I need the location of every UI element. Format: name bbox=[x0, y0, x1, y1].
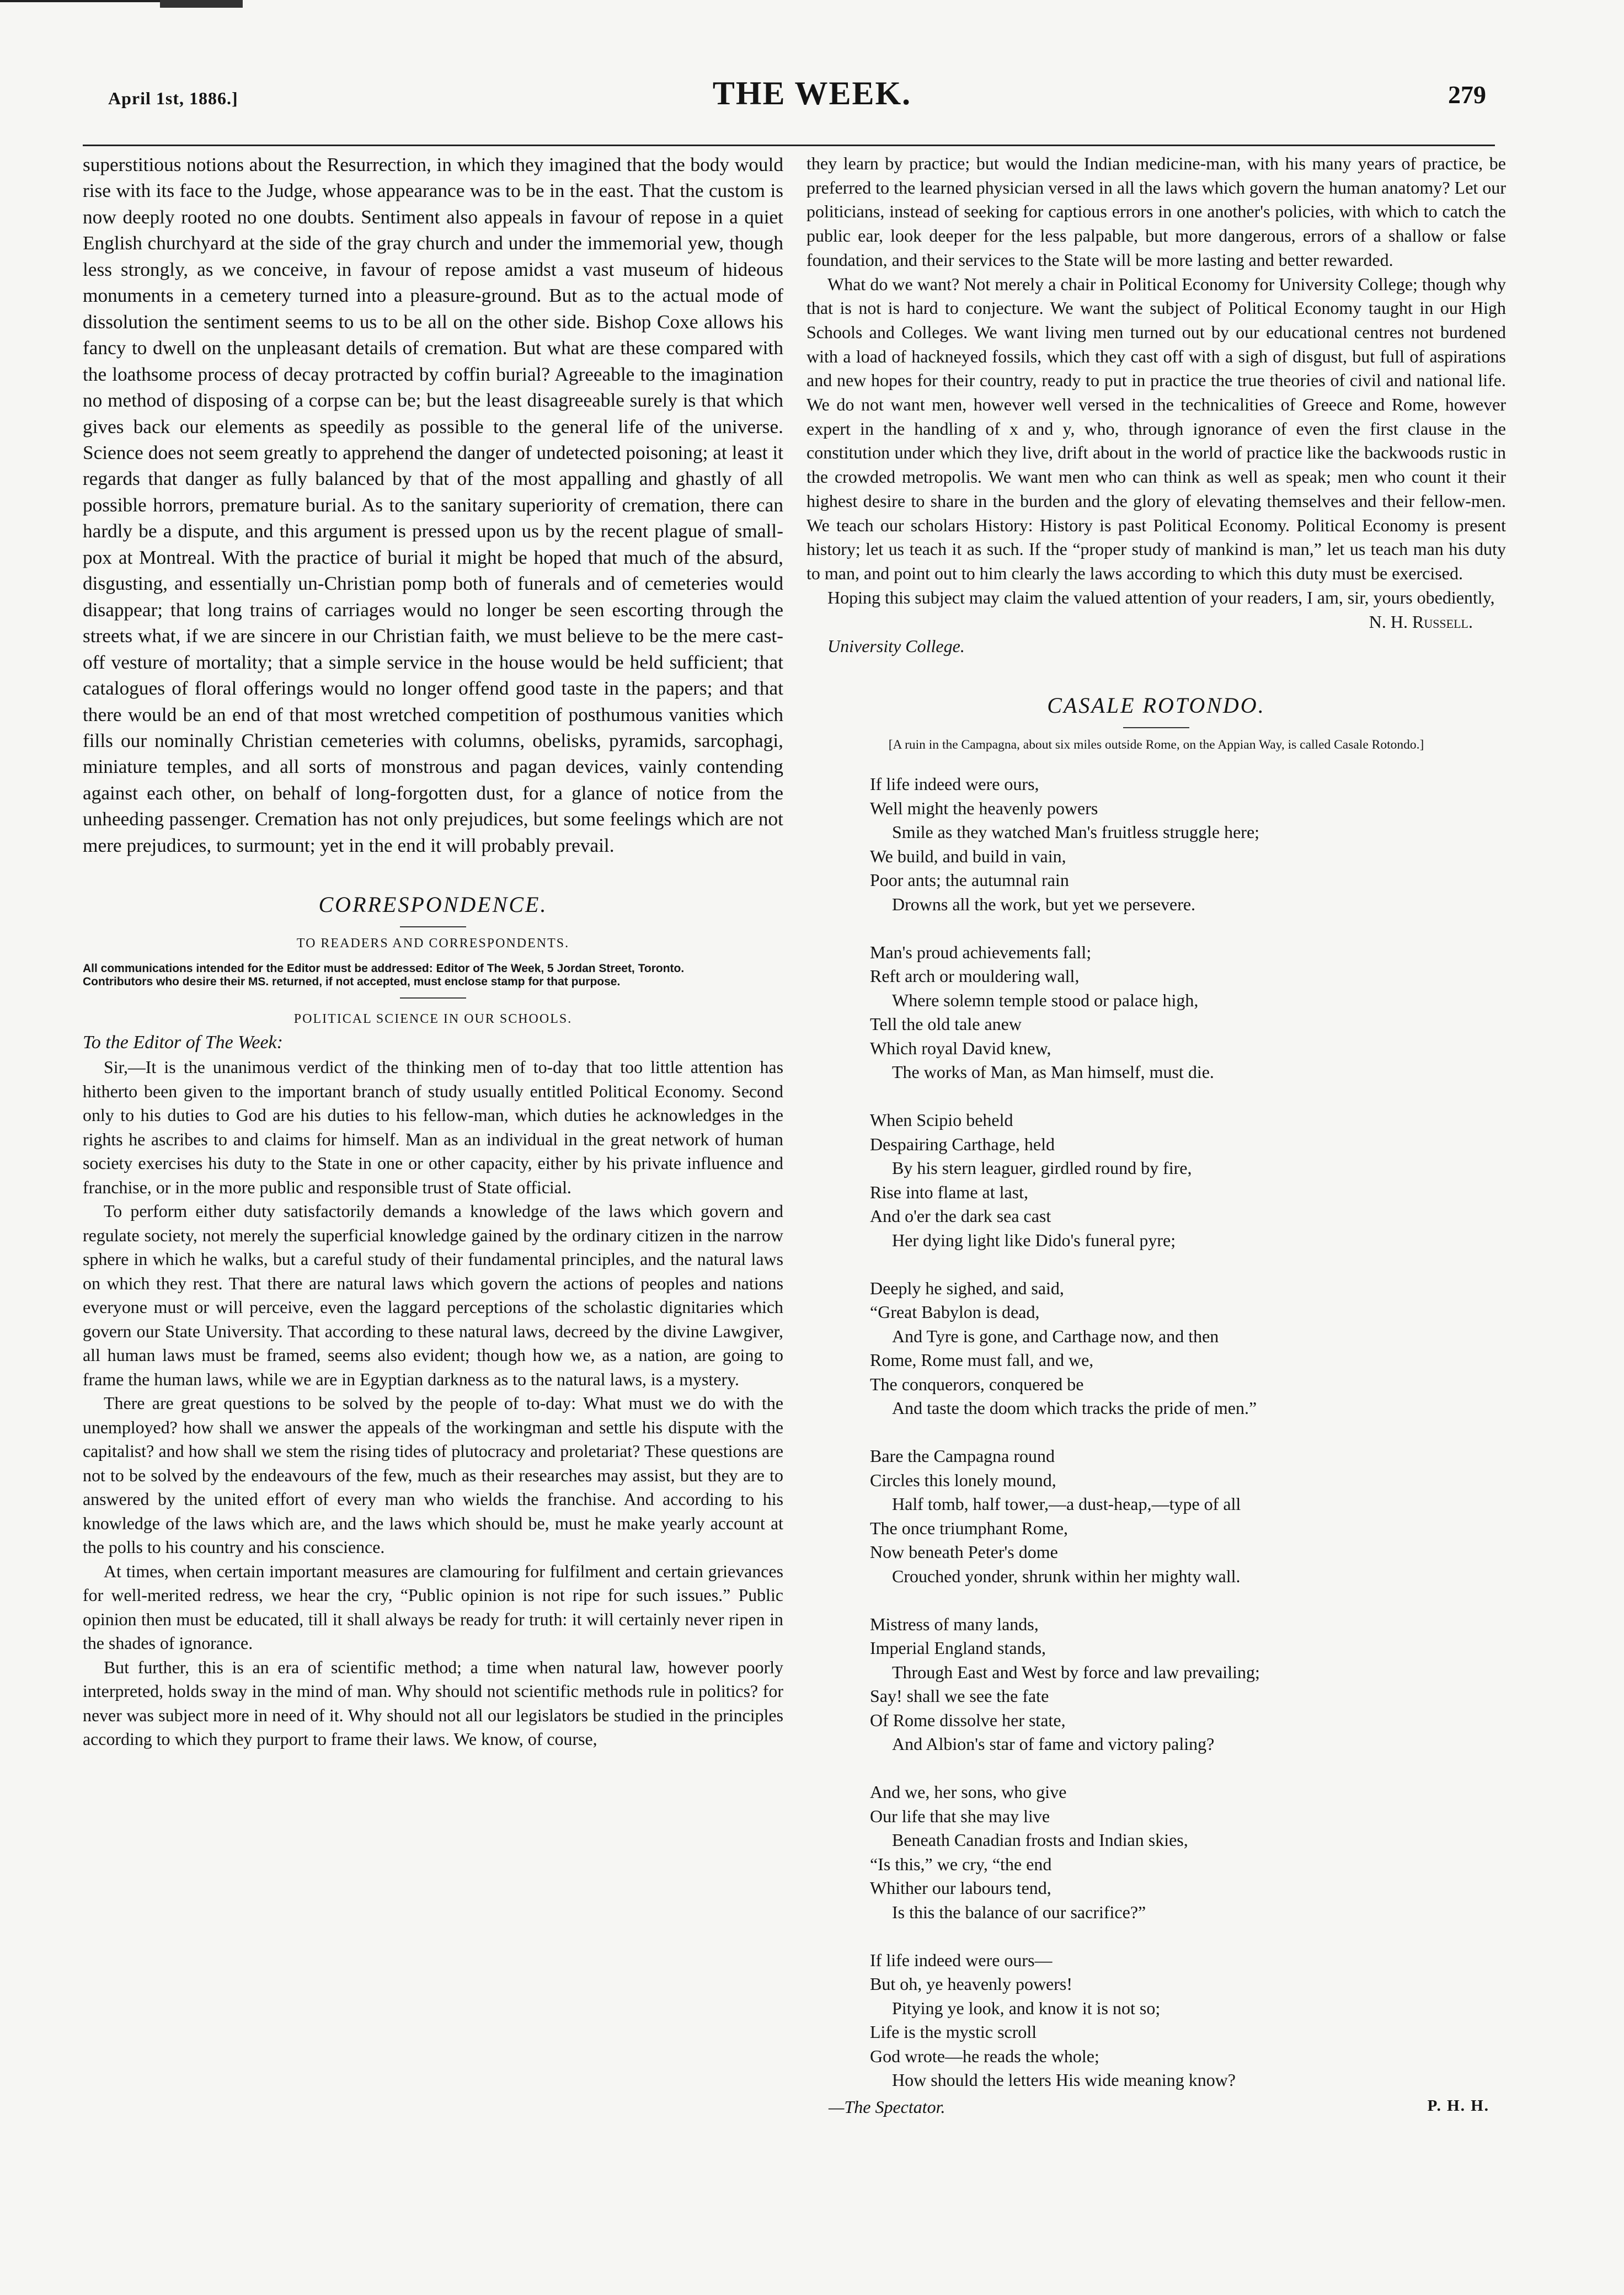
letter-paragraph: they learn by practice; but would the Indian medicine-man, with his many years of practice, be preferred to the learned physician versed in all the laws which govern the human anatomy? Let our politicians, instead of seeking for captious errors in one another's policies, with which to catch the public ear, look deeper for the less palpable, but more dangerous, errors of a shallow or false foundation, and their services to the State will be more lasting and better rewarded. bbox=[806, 153, 1506, 270]
correspondence-subheading: TO READERS AND CORRESPONDENTS. bbox=[296, 936, 570, 951]
poem-line: God wrote—he reads the whole; bbox=[870, 2046, 1099, 2066]
letter-paragraph: At times, when certain important measures are clamouring for fulfilment and certain grievances for well-merited redress, we hear the cry, “Public opinion is not ripe for such issues.” Public opinion then must be educated, till it shall always be ready for truth: it will certainly never ripen in the shades of ignorance. bbox=[83, 1561, 783, 1653]
poem-line: The once triumphant Rome, bbox=[870, 1518, 1069, 1538]
poem-line: Say! shall we see the fate bbox=[870, 1686, 1049, 1706]
poem-credits bbox=[806, 2097, 1506, 2117]
poem-stanza bbox=[870, 941, 1506, 1085]
right-column bbox=[806, 152, 1506, 2117]
contributor-notice: Contributors who desire their MS. returned, if not accepted, must enclose stamp for that purpose. bbox=[83, 975, 621, 989]
scan-edge-mark bbox=[160, 0, 243, 8]
signature-line bbox=[806, 610, 1506, 634]
poem-line: Rome, Rome must fall, and we, bbox=[870, 1350, 1094, 1370]
poem-stanza bbox=[870, 1108, 1506, 1252]
poem-body bbox=[806, 772, 1506, 2093]
poem-line: Her dying light like Dido's funeral pyre; bbox=[892, 1230, 1176, 1250]
letter-affiliation: University College. bbox=[827, 636, 965, 657]
poem-line: And Albion's star of fame and victory paling? bbox=[892, 1734, 1215, 1754]
poem-source: —The Spectator. bbox=[829, 2096, 945, 2117]
poem-line: Which royal David knew, bbox=[870, 1038, 1051, 1058]
poem-line: Beneath Canadian frosts and Indian skies, bbox=[892, 1830, 1188, 1850]
poem-line: Now beneath Peter's dome bbox=[870, 1542, 1058, 1562]
poem-stanza bbox=[870, 1613, 1506, 1757]
poem-line: Despairing Carthage, held bbox=[870, 1134, 1055, 1154]
poem-line: Life is the mystic scroll bbox=[870, 2022, 1037, 2042]
poem-line: And we, her sons, who give bbox=[870, 1782, 1067, 1802]
letter-body bbox=[83, 1055, 783, 1752]
poem-line: “Great Babylon is dead, bbox=[870, 1302, 1040, 1322]
section-rule bbox=[400, 997, 466, 999]
editor-notice: All communications intended for the Editor must be addressed: Editor of The Week, 5 Jordan Street, Toronto. bbox=[83, 962, 685, 975]
page-number: 279 bbox=[1448, 81, 1486, 109]
poem-line: The conquerors, conquered be bbox=[870, 1374, 1084, 1394]
poem-line: Imperial England stands, bbox=[870, 1638, 1046, 1658]
running-head-date: April 1st, 1886.] bbox=[108, 88, 238, 108]
letter-signature: N. H. Russell. bbox=[1369, 612, 1473, 632]
left-column bbox=[83, 152, 783, 1752]
poem-headnote: [A ruin in the Campagna, about six miles outside Rome, on the Appian Way, is called Casale Rotondo.] bbox=[888, 738, 1424, 752]
section-rule bbox=[1123, 727, 1189, 728]
poem-line: Tell the old tale anew bbox=[870, 1014, 1022, 1034]
poem-line: Circles this lonely mound, bbox=[870, 1470, 1056, 1490]
correspondence-heading: CORRESPONDENCE. bbox=[318, 892, 548, 917]
poem-line: Half tomb, half tower,—a dust-heap,—type of all bbox=[892, 1494, 1241, 1514]
poem-stanza bbox=[870, 1780, 1506, 1924]
poem-line: Deeply he sighed, and said, bbox=[870, 1278, 1064, 1298]
poem-line: And taste the doom which tracks the pride of men.” bbox=[892, 1398, 1257, 1418]
poem-line: How should the letters His wide meaning know? bbox=[892, 2070, 1236, 2090]
poem-line: Our life that she may live bbox=[870, 1806, 1050, 1826]
poem-line: Where solemn temple stood or palace high, bbox=[892, 990, 1199, 1010]
poem-title: CASALE ROTONDO. bbox=[1047, 693, 1265, 718]
letter-closing: Hoping this subject may claim the valued attention of your readers, I am, sir, yours obediently, bbox=[827, 587, 1495, 607]
poem-line: Bare the Campagna round bbox=[870, 1446, 1055, 1466]
poem-line: And o'er the dark sea cast bbox=[870, 1206, 1051, 1226]
poem-initials: P. H. H. bbox=[1427, 2096, 1489, 2115]
poem-line: Through East and West by force and law prevailing; bbox=[892, 1662, 1260, 1682]
poem-line: “Is this,” we cry, “the end bbox=[870, 1854, 1052, 1874]
poem-line: Crouched yonder, shrunk within her mighty wall. bbox=[892, 1566, 1241, 1586]
poem-line: By his stern leaguer, girdled round by fire, bbox=[892, 1158, 1192, 1178]
poem-line: Well might the heavenly powers bbox=[870, 798, 1098, 818]
poem-stanza bbox=[870, 772, 1506, 916]
article-paragraph: superstitious notions about the Resurrection, in which they imagined that the body would rise with its face to the Judge, whose appearance was to be in the east. That the custom is now deeply rooted no one doubts. Sentiment also appeals in favour of repose in a quiet English churchyard at the side of the gray church and under the immemorial yew, though less strongly, as we conceive, in favour of repose amidst a vast museum of hideous monuments in a cemetery turned into a pleasure-ground. But as to the actual mode of dissolution the sentiment seems to us to be all on the other side. Bishop Coxe allows his fancy to dwell on the unpleasant details of cremation. But what are these compared with the loathsome process of decay protracted by coffin burial? Agreeable to the imagination no method of disposing of a corpse can be; but the least disagreeable surely is that which gives back our elements as speedily as possible to the general life of the universe. Science does not seem greatly to apprehend the danger of undetected poisoning; at least it regards that danger as fully balanced by that of the most appalling and ghastly of all possible horrors, premature burial. As to the sanitary superiority of cremation, there can hardly be a dispute, and this argument is pressed upon us by the recent plague of small-pox at Montreal. With the practice of burial it might be hoped that much of the absurd, disgusting, and essentially un-Christian pomp both of funerals and of cemeteries would disappear; that long trains of carriages would no longer be seen escorting through the streets what, if we are sincere in our Christian faith, we must believe to be the mere cast-off vesture of mortality; that a simple service in the house would be held sufficient; that catalogues of floral offerings would no longer offend good taste in the papers; and that there would be an end of that most wretched competition of posthumous vanities which fills our nominally Christian cemeteries with columns, obelisks, pyramids, sarcophagi, miniature temples, and all sorts of monstrous and pagan devices, vainly contending against each other, on behalf of long-forgotten dust, for a glance of notice from the unheeding passenger. Cremation has not only prejudices, but some feelings which are not mere prejudices, to surmount; yet in the end it will probably prevail. bbox=[83, 154, 783, 856]
section-rule bbox=[400, 926, 466, 927]
header-rule bbox=[83, 145, 1495, 146]
poem-line: Whither our labours tend, bbox=[870, 1878, 1051, 1898]
poem-line: Drowns all the work, but yet we persevere. bbox=[892, 894, 1196, 914]
poem-line: If life indeed were ours, bbox=[870, 774, 1039, 794]
poem-line: But oh, ye heavenly powers! bbox=[870, 1974, 1073, 1994]
poem-line: Is this the balance of our sacrifice?” bbox=[892, 1902, 1146, 1922]
poem-line: Of Rome dissolve her state, bbox=[870, 1710, 1066, 1730]
poem-stanza bbox=[870, 1949, 1506, 2093]
poem-line: If life indeed were ours— bbox=[870, 1950, 1053, 1970]
correspondence-section bbox=[83, 892, 783, 1752]
poem-stanza bbox=[870, 1277, 1506, 1421]
poem-line: Smile as they watched Man's fruitless struggle here; bbox=[892, 822, 1260, 842]
poem-line: We build, and build in vain, bbox=[870, 846, 1066, 866]
cremation-article-end bbox=[83, 152, 783, 858]
poem-line: When Scipio beheld bbox=[870, 1110, 1013, 1130]
masthead-title: THE WEEK. bbox=[712, 75, 912, 111]
poem-line: Man's proud achievements fall; bbox=[870, 942, 1092, 962]
poem-line: Reft arch or mouldering wall, bbox=[870, 966, 1080, 986]
letter-title: POLITICAL SCIENCE IN OUR SCHOOLS. bbox=[293, 1012, 573, 1027]
poem-line: Pitying ye look, and know it is not so; bbox=[892, 1998, 1161, 2018]
letter-continuation bbox=[806, 152, 1506, 610]
letter-paragraph: But further, this is an era of scientific method; a time when natural law, however poorly interpreted, holds sway in the mind of man. Why should not scientific methods rule in politics? for never was subject more in need of it. Why should not all our legislators be studied in the principles according to which they purport to frame their laws. We know, of course, bbox=[83, 1657, 783, 1749]
poem-line: And Tyre is gone, and Carthage now, and then bbox=[892, 1326, 1219, 1346]
letter-salutation: To the Editor of The Week: bbox=[83, 1032, 283, 1053]
letter-paragraph: Sir,—It is the unanimous verdict of the thinking men of to-day that too little attention has hitherto been given to the important branch of study usually entitled Political Economy. Second only to his duties to God are his duties to his fellow-man, which duties he acknowledges in the rights he ascribes to and claims for himself. Man as an individual in the great network of human society exercises his duty to the State in one or other capacity, either by his private influence and franchise, or in the more public and responsible trust of State official. bbox=[83, 1058, 783, 1197]
poem-line: Mistress of many lands, bbox=[870, 1614, 1039, 1634]
letter-paragraph: There are great questions to be solved by the people of to-day: What must we do with the unemployed? how shall we answer the appeals of the workingman and settle his dispute with the capitalist? and how shall we stem the rising tides of plutocracy and proletariat? These questions are not to be solved by the endeavours of the few, much as their researches may assist, but they are to answered by the united effort of every man who wields the franchise. And according to his knowledge of the laws which are, and the laws which should be, must he make yearly account at the polls to his country and his conscience. bbox=[83, 1394, 783, 1557]
poem-line: Poor ants; the autumnal rain bbox=[870, 870, 1069, 890]
letter-paragraph: What do we want? Not merely a chair in Political Economy for University College; though why that is not is hard to conjecture. We want the subject of Political Economy taught in our High Schools and Colleges. We want living men turned out by our educational centres not burdened with a load of hackneyed fossils, which they cast off with a sigh of disgust, but full of aspirations and new hopes for their country, ready to put in practice the true theories of civil and national life. We do not want men, however well versed in the technicalities of Greece and Rome, however expert in the handling of x and y, who, through ignorance of even the first clause in the constitution under which they live, drift about in the world of practice like the backwoods rustic in the crowded metropolis. We want men who can think as well as speak; men who count it their highest desire to share in the burden and the glory of elevating themselves and their fellow-men. We teach our scholars History: History is past Political Economy. Political Economy is present history; let us teach it as such. If the “proper study of mankind is man,” let us teach man his duty to man, and point out to him clearly the laws according to which this duty must be exercised. bbox=[806, 274, 1506, 583]
poem-line: The works of Man, as Man himself, must die. bbox=[892, 1062, 1214, 1082]
poem-line: Rise into flame at last, bbox=[870, 1182, 1029, 1202]
poem-stanza bbox=[870, 1444, 1506, 1588]
letter-paragraph: To perform either duty satisfactorily demands a knowledge of the laws which govern and regulate society, not merely the superficial knowledge gained by the ordinary citizen in the narrow sphere in which he walks, but a careful study of their fundamental principles, and the natural laws on which they rest. That there are natural laws which govern the actions of peoples and nations everyone must or will perceive, even the laggard perceptions of the scholastic dignitaries which govern our State University. That according to these natural laws, decreed by the divine Lawgiver, all human laws must be framed, seems also evident; though how we, as a nation, are going to frame the human laws, while we are in Egyptian darkness as to the natural laws, is a mystery. bbox=[83, 1202, 783, 1389]
